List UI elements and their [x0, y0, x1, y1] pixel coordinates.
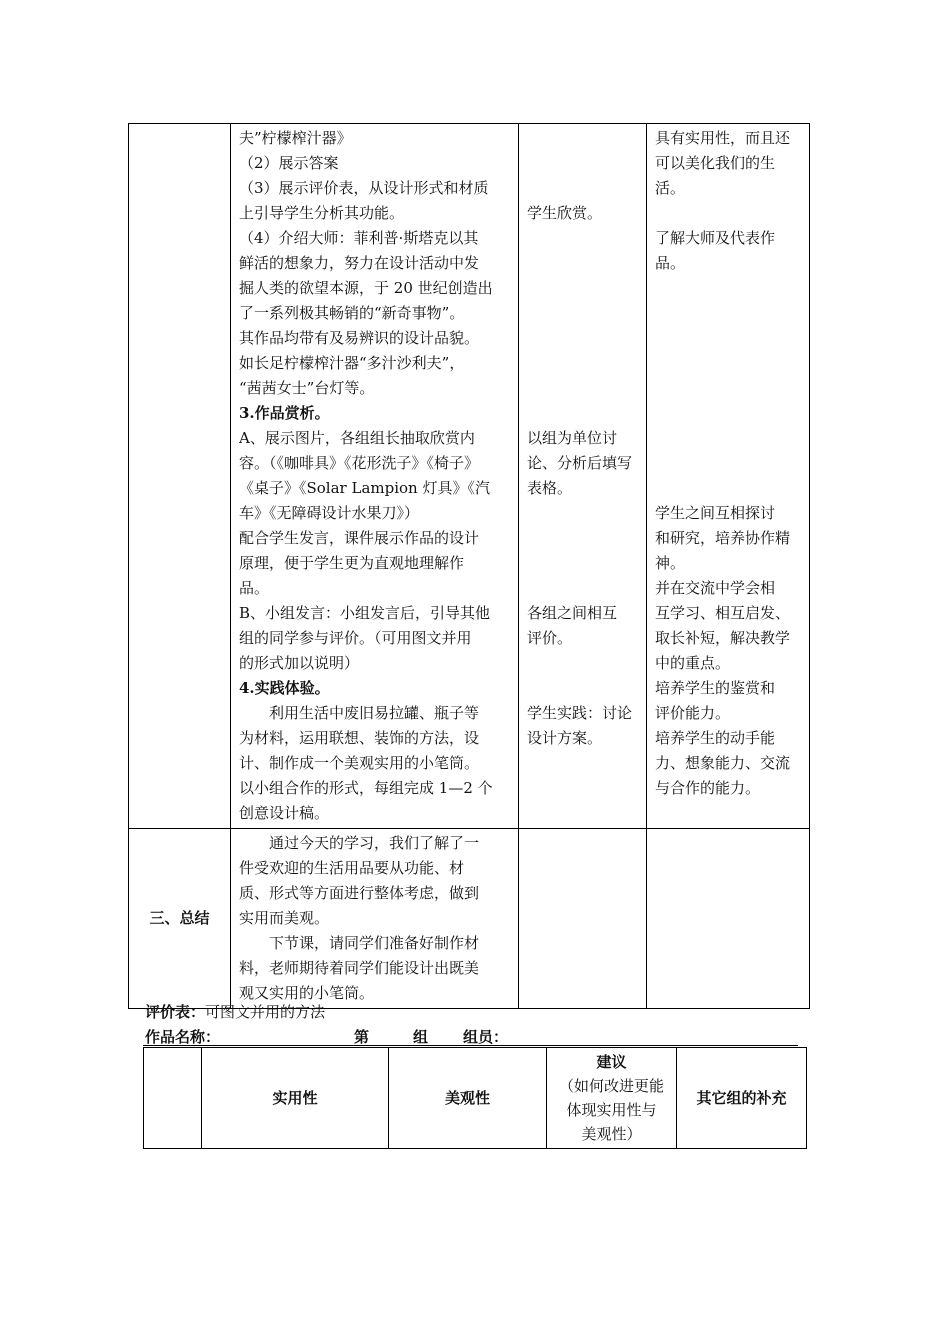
text-line: 学生欣赏。: [527, 204, 603, 222]
eval-header-empty: [144, 1048, 202, 1149]
text-line: A、展示图片，各组组长抽取欣赏内: [239, 429, 475, 447]
text-line: [655, 376, 801, 401]
work-name-label: 作品名称：: [145, 1028, 221, 1046]
suggestion-title: 建议: [596, 1053, 627, 1071]
text-line: 了一系列极其畅销的“新奇事物”。: [239, 304, 465, 322]
text-line: 的形式加以说明）: [239, 654, 360, 672]
text-line: [655, 326, 801, 351]
text-line: [527, 351, 638, 376]
text-line: “茜茜女士”台灯等。: [239, 379, 375, 397]
table-row: [129, 829, 810, 1009]
text-line: 鲜活的想象力，努力在设计活动中发: [239, 254, 480, 272]
text-line: [655, 401, 801, 426]
text-line: 如长足柠檬榨汁器“多汁沙利夫”，: [239, 354, 465, 372]
summary-text-cell: [231, 829, 519, 1009]
text-line: 品。: [655, 254, 686, 272]
text-line: [527, 401, 638, 426]
text-line: 互学习、相互启发、: [655, 604, 791, 622]
text-line: 下节课，请同学们准备好制作材: [269, 934, 480, 952]
text-line: 取长补短，解决教学: [655, 629, 791, 647]
text-line: [527, 251, 638, 276]
text-line: [527, 326, 638, 351]
group-suffix: 组: [413, 1028, 429, 1046]
text-line: [527, 126, 638, 151]
text-line: [655, 301, 801, 326]
text-line: 计、制作成一个美观实用的小笔筒。: [239, 754, 480, 772]
text-line: 配合学生发言，课件展示作品的设计: [239, 529, 480, 547]
eval-header-suggestion: [547, 1048, 677, 1149]
text-line: 学生实践：讨论: [527, 704, 633, 722]
text-line: 具有实用性，而且还: [655, 129, 791, 147]
text-line: 中的重点。: [655, 654, 731, 672]
teacher-activity-cell: [231, 124, 519, 829]
text-line: 神。: [655, 554, 686, 572]
lesson-plan-table: [128, 123, 810, 1009]
text-line: 质、形式等方面进行整体考虑，做到: [239, 884, 480, 902]
section-heading: 3.作品赏析。: [239, 404, 330, 422]
text-line: 观又实用的小笔筒。: [239, 984, 375, 1002]
text-line: 上引导学生分析其功能。: [239, 204, 405, 222]
text-line: [527, 151, 638, 176]
suggestion-sub: （如何改进更能: [558, 1077, 664, 1095]
text-line: 与合作的能力。: [655, 779, 761, 797]
text-line: 以组为单位讨: [527, 429, 618, 447]
text-line: 论、分析后填写: [527, 454, 633, 472]
text-line: 培养学生的鉴赏和: [655, 679, 776, 697]
text-line: 通过今天的学习，我们了解了一: [269, 834, 480, 852]
text-line: [655, 276, 801, 301]
text-line: [527, 551, 638, 576]
text-line: 表格。: [527, 479, 573, 497]
text-line: 并在交流中学会相: [655, 579, 776, 597]
text-line: [527, 226, 638, 251]
text-line: [527, 276, 638, 301]
text-line: 料，老师期待着同学们能设计出既美: [239, 959, 480, 977]
underline: [143, 1045, 798, 1046]
text-line: 夫”柠檬榨汁器》: [239, 129, 352, 147]
text-line: [527, 376, 638, 401]
evaluation-table: [143, 1047, 807, 1149]
text-line: 组的同学参与评价。（可用图文并用: [239, 629, 472, 647]
text-line: 件受欢迎的生活用品要从功能、材: [239, 859, 465, 877]
text-line: 以小组合作的形式，每组完成 1—2 个: [239, 779, 493, 797]
members-label: 组员：: [463, 1028, 509, 1046]
text-line: 其作品均带有及易辨识的设计品貌。: [239, 329, 480, 347]
summary-empty-cell: [519, 829, 647, 1009]
text-line: [527, 501, 638, 526]
text-line: [655, 201, 801, 226]
text-line: [527, 301, 638, 326]
text-line: 各组之间相互: [527, 604, 618, 622]
text-line: [527, 526, 638, 551]
text-line: 设计方案。: [527, 729, 603, 747]
text-line: 活。: [655, 179, 686, 197]
suggestion-sub: 体现实用性与: [566, 1101, 657, 1119]
text-line: 创意设计稿。: [239, 804, 330, 822]
table-row: [144, 1048, 807, 1149]
text-line: 车》《无障碍设计水果刀》）: [239, 504, 420, 522]
stage-cell-empty: [129, 124, 231, 829]
summary-empty-cell: [647, 829, 810, 1009]
group-prefix: 第: [354, 1028, 370, 1046]
text-line: [527, 651, 638, 676]
text-line: （3）展示评价表，从设计形式和材质: [239, 179, 489, 197]
text-line: [655, 351, 801, 376]
text-line: [655, 476, 801, 501]
text-line: 为材料，运用联想、装饰的方法，设: [239, 729, 480, 747]
eval-table-caption: [145, 1001, 325, 1022]
section-heading: 4.实践体验。: [239, 679, 330, 697]
text-line: [527, 676, 638, 701]
text-line: [655, 426, 801, 451]
text-line: 评价能力。: [655, 704, 731, 722]
text-line: B、小组发言：小组发言后，引导其他: [239, 604, 491, 622]
stage-summary-label: 三、总结: [129, 829, 231, 1009]
student-activity-cell: [519, 124, 647, 829]
text-line: 力、想象能力、交流: [655, 754, 791, 772]
text-line: 了解大师及代表作: [655, 229, 776, 247]
text-line: 品。: [239, 579, 270, 597]
text-line: [527, 576, 638, 601]
text-line: 利用生活中废旧易拉罐、瓶子等: [269, 704, 480, 722]
text-line: （4）介绍大师：菲利普·斯塔克以其: [239, 229, 479, 247]
text-line: 学生之间互相探讨: [655, 504, 776, 522]
text-line: 容。（《咖啡具》《花形洗子》《椅子》: [239, 454, 480, 472]
eval-note: 可图文并用的方法: [205, 1003, 326, 1021]
design-intent-cell: [647, 124, 810, 829]
text-line: 培养学生的动手能: [655, 729, 776, 747]
text-line: 可以美化我们的生: [655, 154, 776, 172]
eval-label: 评价表：: [145, 1003, 206, 1021]
suggestion-sub: 美观性）: [581, 1125, 642, 1143]
table-row: [129, 124, 810, 829]
text-line: 和研究，培养协作精: [655, 529, 791, 547]
text-line: [655, 451, 801, 476]
text-line: [527, 176, 638, 201]
eval-header-practicality: 实用性: [202, 1048, 389, 1149]
text-line: 原理，便于学生更为直观地理解作: [239, 554, 465, 572]
eval-header-other-groups: 其它组的补充: [677, 1048, 807, 1149]
text-line: 《桌子》《Solar Lampion 灯具》《汽: [239, 479, 490, 497]
eval-header-aesthetics: 美观性: [389, 1048, 547, 1149]
text-line: 实用而美观。: [239, 909, 330, 927]
text-line: 评价。: [527, 629, 573, 647]
text-line: （2）展示答案: [239, 154, 339, 172]
text-line: 掘人类的欲望本源，于 20 世纪创造出: [239, 279, 493, 297]
